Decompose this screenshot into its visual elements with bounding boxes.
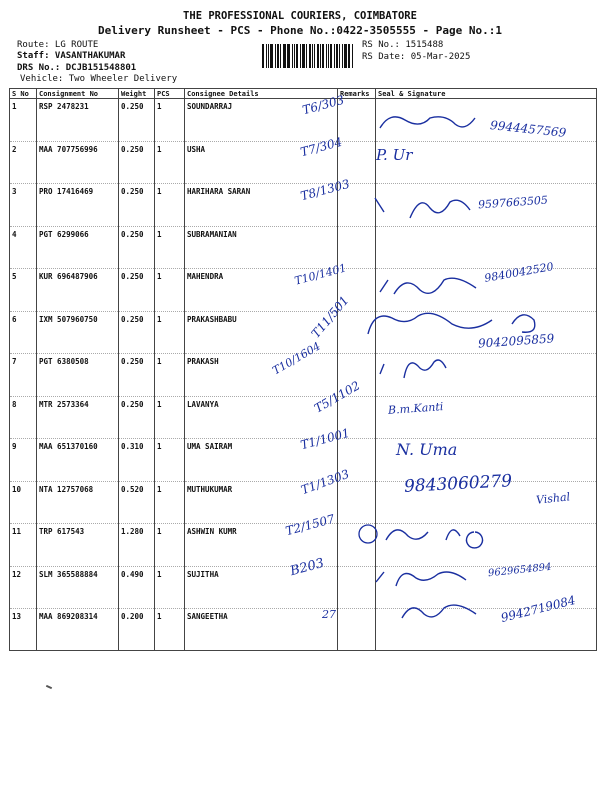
cell-sno: 6: [10, 311, 37, 354]
barcode-bar: [312, 44, 313, 68]
signature-12: [372, 560, 472, 592]
barcode-bar: [262, 44, 264, 68]
signature-5: [376, 270, 486, 300]
stray-mark: [46, 685, 52, 689]
cell-consignment: SLM 365588884: [37, 566, 119, 609]
cell-sno: 13: [10, 609, 37, 651]
barcode-bar: [280, 44, 281, 68]
cell-weight: 0.250: [119, 99, 155, 142]
barcode-bar: [306, 44, 307, 68]
col-weight: Weight: [119, 89, 155, 99]
cell-weight: 0.200: [119, 609, 155, 651]
drs-label: DRS No.: DCJB151548801: [17, 63, 137, 73]
signature-11: [356, 514, 496, 550]
barcode-bar: [322, 44, 325, 68]
cell-consignee: MAHENDRA: [185, 269, 338, 312]
cell-consignment: NTA 12757068: [37, 481, 119, 524]
barcode-bar: [342, 44, 343, 68]
cell-sno: 8: [10, 396, 37, 439]
barcode-bar: [266, 44, 267, 68]
cell-weight: 0.520: [119, 481, 155, 524]
cell-sno: 12: [10, 566, 37, 609]
barcode-bar: [270, 44, 273, 68]
barcode-bar: [309, 44, 311, 68]
cell-sno: 7: [10, 354, 37, 397]
cell-weight: 0.250: [119, 311, 155, 354]
barcode-bar: [336, 44, 338, 68]
handwritten-flat: T10/1604: [270, 339, 323, 378]
cell-consignment: IXM 507960750: [37, 311, 119, 354]
vehicle-label: Vehicle: Two Wheeler Delivery: [20, 74, 178, 84]
cell-consignment: KUR 696487906: [37, 269, 119, 312]
cell-consignee: HARIHARA SARAN: [185, 184, 338, 227]
signature-7: [374, 352, 464, 382]
barcode-bar: [287, 44, 290, 68]
cell-sno: 2: [10, 141, 37, 184]
cell-sno: 3: [10, 184, 37, 227]
cell-pcs: 1: [155, 524, 185, 567]
signature-1: [375, 106, 485, 138]
barcode-bar: [326, 44, 327, 68]
cell-weight: 0.490: [119, 566, 155, 609]
handwritten-phone: 9944457569: [489, 118, 567, 140]
barcode-bar: [302, 44, 305, 68]
cell-consignee: PRAKASH: [185, 354, 338, 397]
route-label: Route: LG ROUTE: [17, 40, 99, 50]
cell-weight: 0.250: [119, 269, 155, 312]
handwritten-flat: T1/1001: [299, 425, 352, 453]
rs-number: RS No.: 1515488: [362, 40, 444, 50]
cell-consignment: MAA 869208314: [37, 609, 119, 651]
col-consignee: Consignee Details: [185, 89, 338, 99]
cell-pcs: 1: [155, 609, 185, 651]
col-pcs: PCS: [155, 89, 185, 99]
cell-sno: 5: [10, 269, 37, 312]
cell-weight: 0.250: [119, 141, 155, 184]
cell-sno: 11: [10, 524, 37, 567]
barcode-bar: [330, 44, 332, 68]
cell-remarks: [338, 609, 376, 651]
barcode-bar: [320, 44, 321, 68]
cell-pcs: 1: [155, 566, 185, 609]
table-row: [10, 226, 597, 269]
col-sno: S No: [10, 89, 37, 99]
barcode-bar: [296, 44, 298, 68]
company-title: THE PROFESSIONAL COURIERS, COIMBATORE: [183, 10, 417, 22]
cell-weight: 0.250: [119, 354, 155, 397]
cell-consignee: SUBRAMANIAN: [185, 226, 338, 269]
cell-weight: 0.250: [119, 226, 155, 269]
barcode-bar: [294, 44, 295, 68]
cell-consignee: ASHWIN KUMR: [185, 524, 338, 567]
handwritten-flat: T6/303: [300, 92, 346, 118]
cell-consignment: PRO 17416469: [37, 184, 119, 227]
cell-pcs: 1: [155, 396, 185, 439]
barcode-bar: [284, 44, 286, 68]
handwritten-name: B.m.Kanti: [387, 400, 444, 417]
cell-consignee: UMA SAIRAM: [185, 439, 338, 482]
cell-consignee: SANGEETHA: [185, 609, 338, 651]
signature-3: [370, 190, 480, 226]
barcode-bar: [334, 44, 335, 68]
barcode-bar: [344, 44, 347, 68]
staff-label: Staff: VASANTHAKUMAR: [17, 51, 126, 61]
col-consignment: Consignment No: [37, 89, 119, 99]
barcode-bar: [352, 44, 353, 68]
cell-consignee: MUTHUKUMAR: [185, 481, 338, 524]
barcode-bar: [317, 44, 319, 68]
cell-consignment: PGT 6380508: [37, 354, 119, 397]
cell-pcs: 1: [155, 141, 185, 184]
barcode-bar: [275, 44, 276, 68]
cell-consignee: USHA: [185, 141, 338, 184]
cell-consignment: RSP 2478231: [37, 99, 119, 142]
barcode-bar: [283, 44, 284, 68]
cell-sno: 10: [10, 481, 37, 524]
cell-consignee: SOUNDARRAJ: [185, 99, 338, 142]
signature-13: [396, 596, 486, 626]
handwritten-phone: 9843060279: [403, 471, 513, 497]
handwritten-flat: T8/1303: [299, 176, 352, 204]
cell-remarks: [338, 566, 376, 609]
barcode-bar: [268, 44, 269, 68]
barcode-bar: [348, 44, 350, 68]
col-signature: Seal & Signature: [376, 89, 597, 99]
rs-date: RS Date: 05-Mar-2025: [362, 52, 471, 62]
cell-pcs: 1: [155, 99, 185, 142]
handwritten-flat: T11/501: [308, 293, 352, 341]
handwritten-phone: 9942719084: [499, 592, 577, 626]
handwritten-flat: B203: [288, 555, 326, 580]
cell-consignment: TRP 617543: [37, 524, 119, 567]
handwritten-flat: T1/1303: [299, 466, 352, 498]
cell-pcs: 1: [155, 226, 185, 269]
handwritten-name: N. Uma: [396, 440, 458, 459]
cell-pcs: 1: [155, 354, 185, 397]
handwritten-flat: T7/304: [298, 134, 344, 160]
handwritten-flat: T5/1102: [311, 378, 363, 416]
barcode-bar: [277, 44, 279, 68]
barcode-bar: [292, 44, 293, 68]
cell-weight: 0.250: [119, 184, 155, 227]
cell-consignment: MAA 707756996: [37, 141, 119, 184]
barcode-bar: [339, 44, 340, 68]
cell-sno: 4: [10, 226, 37, 269]
cell-pcs: 1: [155, 481, 185, 524]
cell-weight: 1.280: [119, 524, 155, 567]
handwritten-name: P. Ur: [376, 146, 413, 164]
cell-consignee: LAVANYA: [185, 396, 338, 439]
cell-pcs: 1: [155, 439, 185, 482]
handwritten-phone: 9629654894: [487, 561, 553, 580]
handwritten-flat: 27: [322, 608, 336, 621]
cell-consignee: SUJITHA: [185, 566, 338, 609]
handwritten-phone: 9840042520: [483, 260, 555, 285]
table-header-row: [10, 89, 597, 99]
cell-weight: 0.310: [119, 439, 155, 482]
cell-signature: [376, 226, 597, 269]
runsheet-title: Delivery Runsheet - PCS - Phone No.:0422-3505555 - Page No.:1: [98, 24, 502, 37]
handwritten-name: Vishal: [535, 490, 571, 507]
barcode-bar: [328, 44, 329, 68]
barcode: [262, 44, 354, 68]
cell-pcs: 1: [155, 269, 185, 312]
cell-consignment: PGT 6299066: [37, 226, 119, 269]
cell-sno: 1: [10, 99, 37, 142]
barcode-bar: [300, 44, 301, 68]
cell-consignment: MTR 2573364: [37, 396, 119, 439]
cell-weight: 0.250: [119, 396, 155, 439]
cell-consignment: MAA 651370160: [37, 439, 119, 482]
handwritten-phone: 9597663505: [477, 193, 549, 212]
col-remarks: Remarks: [338, 89, 376, 99]
cell-pcs: 1: [155, 184, 185, 227]
cell-pcs: 1: [155, 311, 185, 354]
handwritten-flat: T2/1507: [284, 511, 337, 539]
cell-consignee: PRAKASHBABU: [185, 311, 338, 354]
cell-sno: 9: [10, 439, 37, 482]
table-row: [10, 396, 597, 439]
barcode-bar: [314, 44, 315, 68]
handwritten-flat: T10/1401: [293, 261, 348, 288]
handwritten-phone: 9042095859: [477, 331, 555, 351]
